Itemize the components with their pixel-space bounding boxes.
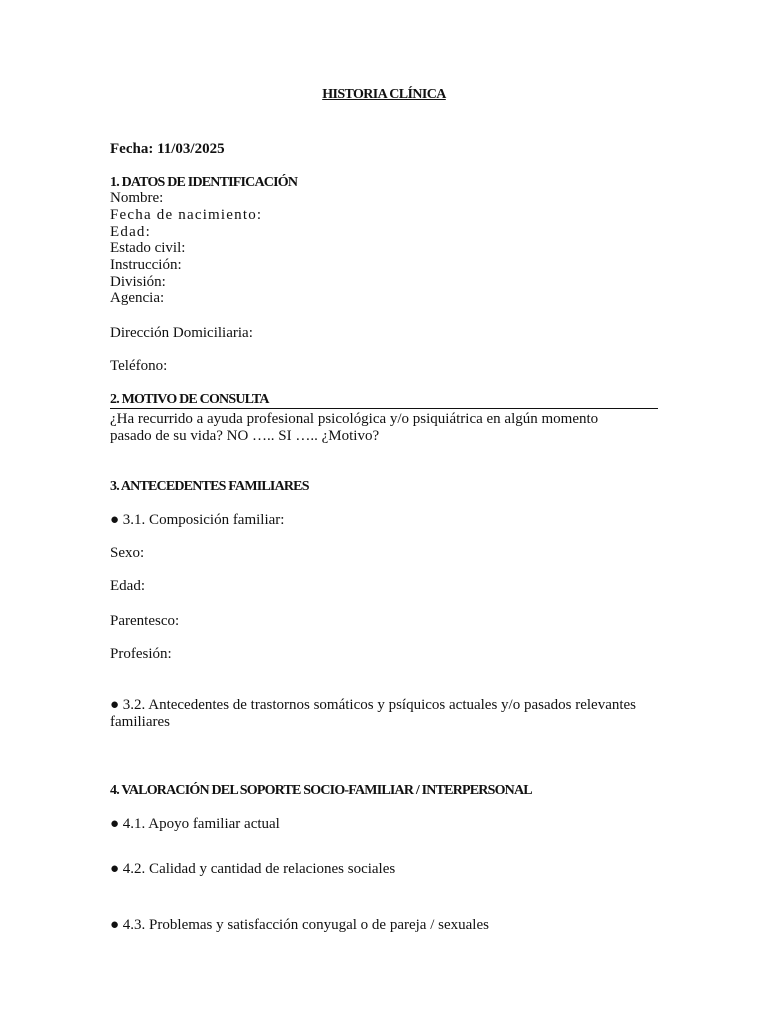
field-nombre: Nombre: (110, 190, 164, 206)
section3-item1: ● 3.1. Composición familiar: (110, 512, 285, 528)
field-instruccion: Instrucción: (110, 257, 182, 273)
field-fecha-nacimiento: Fecha de nacimiento: (110, 207, 263, 223)
date-line: Fecha: 11/03/2025 (110, 141, 225, 157)
section4-item2: ● 4.2. Calidad y cantidad de relaciones sociales (110, 861, 396, 877)
section2-question-line1: ¿Ha recurrido a ayuda profesional psicológica y/o psiquiátrica en algún momento (110, 411, 599, 427)
section4-heading: 4. VALORACIÓN DEL SOPORTE SOCIO-FAMILIAR / INTERPERSONAL (110, 783, 532, 798)
field-sexo: Sexo: (110, 545, 145, 561)
field-division: División: (110, 274, 166, 290)
field-direccion: Dirección Domiciliaria: (110, 325, 253, 341)
section3-item2-line1: ● 3.2. Antecedentes de trastornos somáticos y psíquicos actuales y/o pasados relevantes (110, 697, 637, 713)
field-parentesco: Parentesco: (110, 613, 180, 629)
document-title: HISTORIA CLÍNICA (322, 87, 446, 102)
field-estado-civil: Estado civil: (110, 240, 186, 256)
section4-item1: ● 4.1. Apoyo familiar actual (110, 816, 280, 832)
section2-heading: 2. MOTIVO DE CONSULTA (110, 391, 658, 409)
field-agencia: Agencia: (110, 290, 165, 306)
section4-item3: ● 4.3. Problemas y satisfacción conyugal o de pareja / sexuales (110, 917, 489, 933)
section2-question-line2: pasado de su vida? NO ….. SI ….. ¿Motivo? (110, 428, 380, 444)
section3-item2-line2: familiares (110, 714, 170, 730)
section1-heading: 1. DATOS DE IDENTIFICACIÓN (110, 175, 298, 190)
field-profesion: Profesión: (110, 646, 172, 662)
field-edad-familiar: Edad: (110, 578, 145, 594)
field-telefono: Teléfono: (110, 358, 168, 374)
section3-heading: 3. ANTECEDENTES FAMILIARES (110, 479, 309, 494)
field-edad: Edad: (110, 224, 151, 240)
